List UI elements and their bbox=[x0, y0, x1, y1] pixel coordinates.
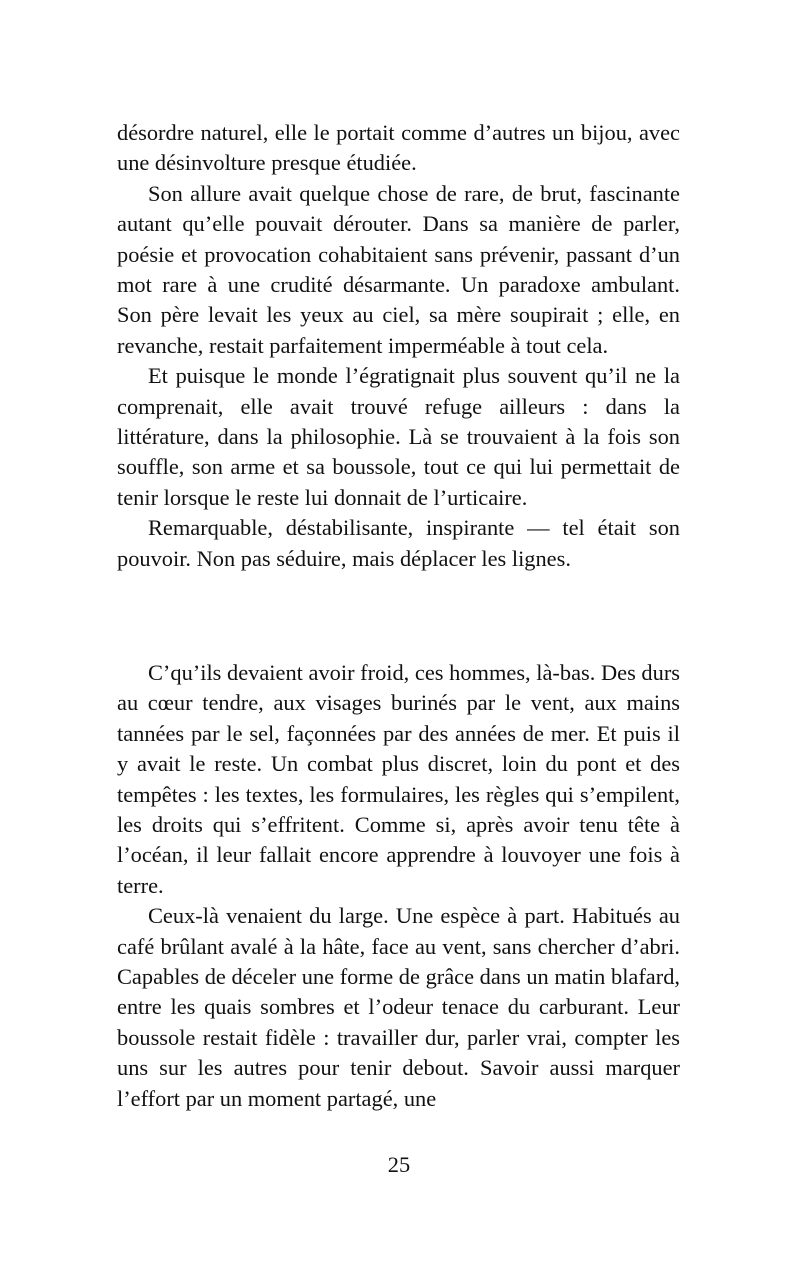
paragraph: Remarquable, déstabilisante, inspirante — tel était son pouvoir. Non pas séduire, mais déplacer les lignes. bbox=[117, 515, 680, 571]
page-number: 25 bbox=[387, 1152, 411, 1177]
paragraph: désordre naturel, elle le portait comme d’autres un bijou, avec une désinvolture presque étudiée. bbox=[117, 120, 680, 176]
paragraph: Et puisque le monde l’égratignait plus souvent qu’il ne la comprenait, elle avait trouvé refuge ailleurs : dans la littérature, dans la philosophie. Là se trouvaient à la fois son souffle, son arme et sa boussole, tout ce qui lui permettait de tenir lorsque le reste lui donnait de l’urticaire. bbox=[117, 363, 680, 510]
section-continuation bbox=[117, 118, 680, 574]
paragraph: Son allure avait quelque chose de rare, de brut, fascinante autant qu’elle pouvait dérouter. Dans sa manière de parler, poésie et provocation cohabitaient sans prévenir, passant d’un mot rare à une crudité désarmante. Un paradoxe ambulant. Son père levait les yeux au ciel, sa mère soupirait ; elle, en revanche, restait parfaitement imperméable à tout cela. bbox=[117, 180, 680, 358]
section-new bbox=[117, 658, 680, 1114]
paragraph: C’qu’ils devaient avoir froid, ces hommes, là-bas. Des durs au cœur tendre, aux visages burinés par le vent, aux mains tannées par le sel, façonnées par des années de mer. Et puis il y avait le reste. Un combat plus discret, loin du pont et des tempêtes : les textes, les formulaires, les règles qui s’empilent, les droits qui s’effritent. Comme si, après avoir tenu tête à l’océan, il leur fallait encore apprendre à louvoyer une fois à terre. bbox=[117, 660, 680, 898]
paragraph: Ceux-là venaient du large. Une espèce à part. Habitués au café brûlant avalé à la hâte, face au vent, sans chercher d’abri. Capables de déceler une forme de grâce dans un matin blafard, entre les quais sombres et l’odeur tenace du carburant. Leur boussole restait fidèle : travailler dur, parler vrai, compter les uns sur les autres pour tenir debout. Savoir aussi marquer l’effort par un moment partagé, une bbox=[117, 903, 680, 1111]
